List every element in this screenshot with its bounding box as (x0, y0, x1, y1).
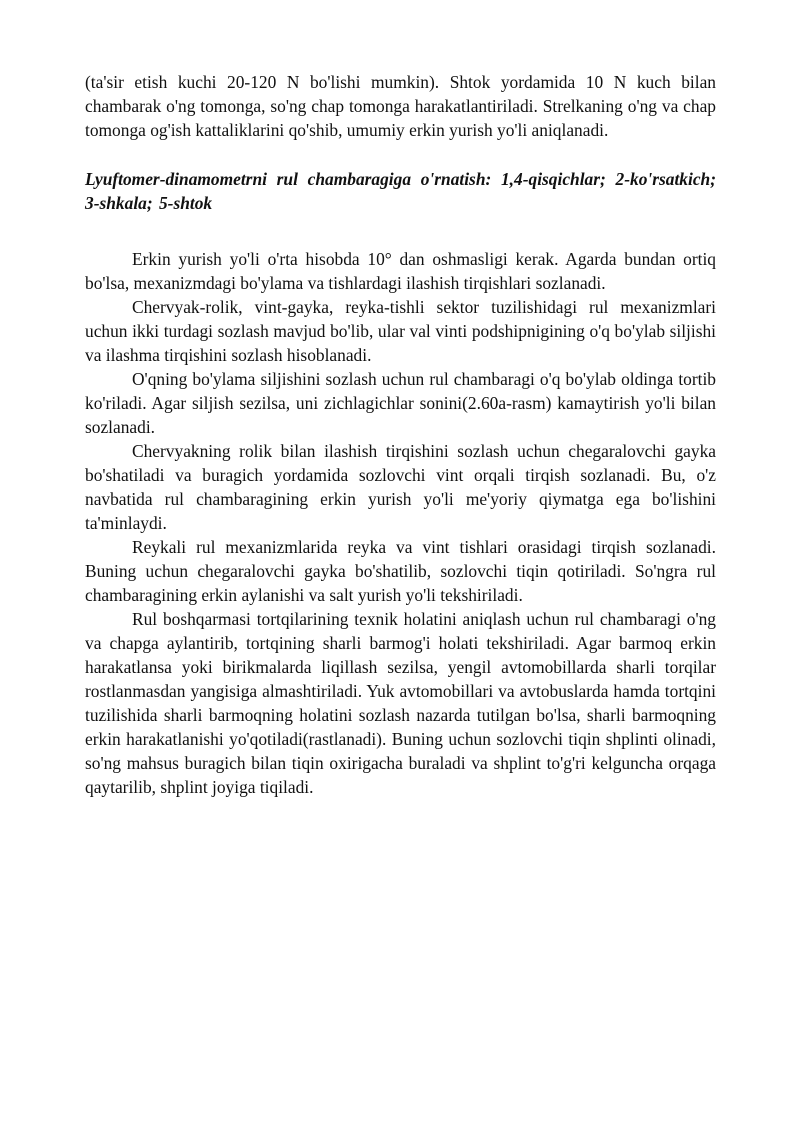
paragraph-adjustment-types: Chervyak-rolik, vint-gayka, reyka-tishli sektor tuzilishidagi rul mexanizmlari uchun ikki turdagi sozlash mavjud bo'lib, ular val vinti podshipnigining o'q bo'ylab siljishi va ilashma tirqishini sozlash hisoblanadi. (85, 297, 716, 365)
paragraph-rack-mechanism: Reykali rul mexanizmlarida reyka va vint tishlari orasidagi tirqish sozlanadi. Buning uchun chegaralovchi gayka bo'shatilib, sozlovchi tiqin qotiriladi. So'ngra rul chambaragining erkin aylanishi va salt yurish yo'li tekshiriladi. (85, 537, 716, 605)
figure-caption: Lyuftomer-dinamometrni rul chambaragiga o'rnatish: 1,4-qisqichlar; 2-ko'rsatkich; 3-shkala; 5-shtok (85, 169, 716, 213)
intro-paragraph: (ta'sir etish kuchi 20-120 N bo'lishi mumkin). Shtok yordamida 10 N kuch bilan chambarak o'ng tomonga, so'ng chap tomonga harakatlantiriladi. Strelkaning o'ng va chap tomonga og'ish kattaliklarini qo'shib, umumiy erkin yurish yo'li aniqlanadi. (85, 72, 716, 140)
document-page (85, 70, 716, 799)
paragraph-worm-roller-gap: Chervyakning rolik bilan ilashish tirqishini sozlash uchun chegaralovchi gayka bo'shatiladi va buragich yordamida sozlovchi vint orqali tirqish sozlanadi. Bu, o'z navbatida rul chambaragining erkin yurish yo'li me'yoriy qiymatga ega bo'lishini ta'minlaydi. (85, 441, 716, 533)
paragraph-tie-rods: Rul boshqarmasi tortqilarining texnik holatini aniqlash uchun rul chambaragi o'ng va chapga aylantirib, tortqining sharli barmog'i holati tekshiriladi. Agar barmoq erkin harakatlansa yoki birikmalarda liqillash sezilsa, yengil avtomobillarda sharli torqilar rostlanmasdan yangisiga almashtiriladi. Yuk avtomobillari va avtobuslarda hamda tortqini tuzilishida sharli barmoqning holatini sozlash nazarda tutilgan bo'lsa, sharli barmoqning erkin harakatlanishi yo'qotiladi(rastlanadi). Buning uchun sozlovchi tiqin shplinti olinadi, so'ng mahsus buragich bilan tiqin oxirigacha buraladi va shplint to'g'ri kelguncha orqaga qaytarilib, shplint joyiga tiqiladi. (85, 609, 716, 797)
paragraph-axial-shift: O'qning bo'ylama siljishini sozlash uchun rul chambaragi o'q bo'ylab oldinga tortib ko'riladi. Agar siljish sezilsa, uni zichlagichlar sonini(2.60a-rasm) kamaytirish yo'li bilan sozlanadi. (85, 369, 716, 437)
paragraph-free-play-limit: Erkin yurish yo'li o'rta hisobda 10° dan oshmasligi kerak. Agarda bundan ortiq bo'lsa, mexanizmdagi bo'ylama va tishlardagi ilashish tirqishlari sozlanadi. (85, 249, 716, 293)
